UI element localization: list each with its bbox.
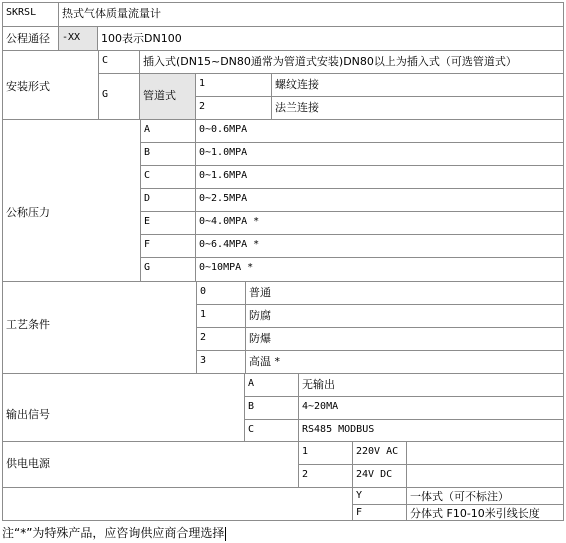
pressure-code-cell	[140, 142, 196, 166]
power-code: 1	[302, 446, 309, 457]
power-empty-cell	[406, 441, 564, 465]
structure-code-cell	[352, 504, 407, 521]
output-code-cell	[244, 396, 299, 420]
process-code: 1	[200, 309, 207, 320]
install-opt-desc: 法兰连接	[275, 101, 319, 114]
pressure-desc-cell	[195, 142, 564, 166]
model-code-cell	[2, 2, 59, 27]
install-opt-code-cell	[195, 96, 272, 120]
install-label: 安装形式	[6, 80, 50, 93]
power-label-cell	[2, 441, 299, 488]
pressure-code: B	[144, 147, 151, 158]
power-desc: 24V DC	[356, 469, 393, 480]
output-desc-cell	[298, 373, 564, 397]
pressure-desc: 0~0.6MPA	[199, 124, 248, 135]
power-desc-cell	[352, 441, 407, 465]
install-c-desc-cell	[139, 50, 564, 74]
nominal-label: 公程通径	[6, 32, 50, 45]
pressure-desc: 0~4.0MPA *	[199, 216, 260, 227]
pressure-code: E	[144, 216, 151, 227]
pressure-label: 公称压力	[6, 206, 50, 219]
output-label: 输出信号	[6, 408, 50, 421]
pressure-desc-cell	[195, 257, 564, 282]
nominal-label-cell	[2, 26, 59, 51]
install-opt-desc-cell	[271, 96, 564, 120]
process-desc: 防腐	[249, 309, 271, 322]
install-label-cell	[2, 50, 99, 120]
install-g-code-cell	[98, 73, 140, 120]
pressure-code-cell	[140, 188, 196, 212]
install-opt-code: 2	[199, 101, 206, 112]
install-opt-desc-cell	[271, 73, 564, 97]
pressure-desc-cell	[195, 211, 564, 235]
process-desc-cell	[245, 350, 564, 374]
pressure-desc: 0~2.5MPA	[199, 193, 248, 204]
install-c-code: C	[102, 55, 109, 66]
structure-desc: 一体式（可不标注）	[410, 490, 509, 503]
nominal-desc: 100表示DN100	[101, 32, 182, 45]
structure-desc-cell	[406, 487, 564, 505]
process-desc-cell	[245, 327, 564, 351]
footnote-text: 注“*”为特殊产品，应咨询供应商合理选择	[2, 526, 225, 540]
pressure-code: D	[144, 193, 151, 204]
install-g-desc: 管道式	[143, 89, 176, 102]
install-c-desc: 插入式(DN15~DN80通常为管道式安装)DN80以上为插入式（可选管道式）	[143, 55, 517, 68]
process-desc: 防爆	[249, 332, 271, 345]
structure-code-cell	[352, 487, 407, 505]
install-g-code: G	[102, 89, 109, 100]
install-opt-code: 1	[199, 78, 206, 89]
model-code: SKRSL	[6, 7, 37, 18]
output-code: B	[248, 401, 255, 412]
process-code-cell	[196, 304, 246, 328]
process-desc-cell	[245, 281, 564, 305]
output-desc: RS485 MODBUS	[302, 424, 375, 435]
structure-desc-cell	[406, 504, 564, 521]
power-desc: 220V AC	[356, 446, 399, 457]
pressure-code: G	[144, 262, 151, 273]
process-code-cell	[196, 281, 246, 305]
install-c-code-cell	[98, 50, 140, 74]
process-desc: 普通	[249, 286, 271, 299]
process-code-cell	[196, 350, 246, 374]
pressure-desc-cell	[195, 234, 564, 258]
process-code: 3	[200, 355, 207, 366]
pressure-code-cell	[140, 234, 196, 258]
model-desc: 热式气体质量流量计	[62, 7, 161, 20]
output-code-cell	[244, 373, 299, 397]
structure-label-cell	[2, 487, 353, 521]
power-code-cell	[298, 441, 353, 465]
process-code-cell	[196, 327, 246, 351]
pressure-desc-cell	[195, 165, 564, 189]
pressure-code: F	[144, 239, 151, 250]
install-opt-desc: 螺纹连接	[275, 78, 319, 91]
output-desc-cell	[298, 396, 564, 420]
output-label-cell	[2, 373, 245, 442]
install-opt-code-cell	[195, 73, 272, 97]
pressure-desc: 0~10MPA *	[199, 262, 254, 273]
process-code: 2	[200, 332, 207, 343]
process-label: 工艺条件	[6, 318, 50, 331]
power-code-cell	[298, 464, 353, 488]
footnote[interactable]	[2, 524, 226, 541]
output-desc: 4~20MA	[302, 401, 339, 412]
process-desc-cell	[245, 304, 564, 328]
pressure-code: A	[144, 124, 151, 135]
output-code: A	[248, 378, 255, 389]
pressure-code-cell	[140, 119, 196, 143]
nominal-code: -XX	[62, 32, 81, 43]
output-desc-cell	[298, 419, 564, 442]
text-caret	[225, 527, 226, 541]
structure-desc: 分体式 F10-10米引线长度	[410, 507, 540, 520]
process-label-cell	[2, 281, 197, 374]
pressure-desc-cell	[195, 119, 564, 143]
pressure-desc-cell	[195, 188, 564, 212]
power-code: 2	[302, 469, 309, 480]
install-g-desc-cell	[139, 73, 196, 120]
structure-code: F	[356, 507, 363, 518]
pressure-desc: 0~1.6MPA	[199, 170, 248, 181]
process-desc: 高温 *	[249, 355, 280, 368]
power-empty-cell	[406, 464, 564, 488]
power-label: 供电电源	[6, 457, 50, 470]
output-code: C	[248, 424, 255, 435]
nominal-desc-cell	[97, 26, 564, 51]
pressure-code-cell	[140, 257, 196, 282]
pressure-label-cell	[2, 119, 141, 282]
nominal-code-cell	[58, 26, 98, 51]
output-desc: 无输出	[302, 378, 335, 391]
pressure-code-cell	[140, 211, 196, 235]
pressure-desc: 0~1.0MPA	[199, 147, 248, 158]
pressure-code-cell	[140, 165, 196, 189]
process-code: 0	[200, 286, 207, 297]
pressure-code: C	[144, 170, 151, 181]
structure-code: Y	[356, 490, 363, 501]
model-desc-cell	[58, 2, 564, 27]
power-desc-cell	[352, 464, 407, 488]
pressure-desc: 0~6.4MPA *	[199, 239, 260, 250]
output-code-cell	[244, 419, 299, 442]
